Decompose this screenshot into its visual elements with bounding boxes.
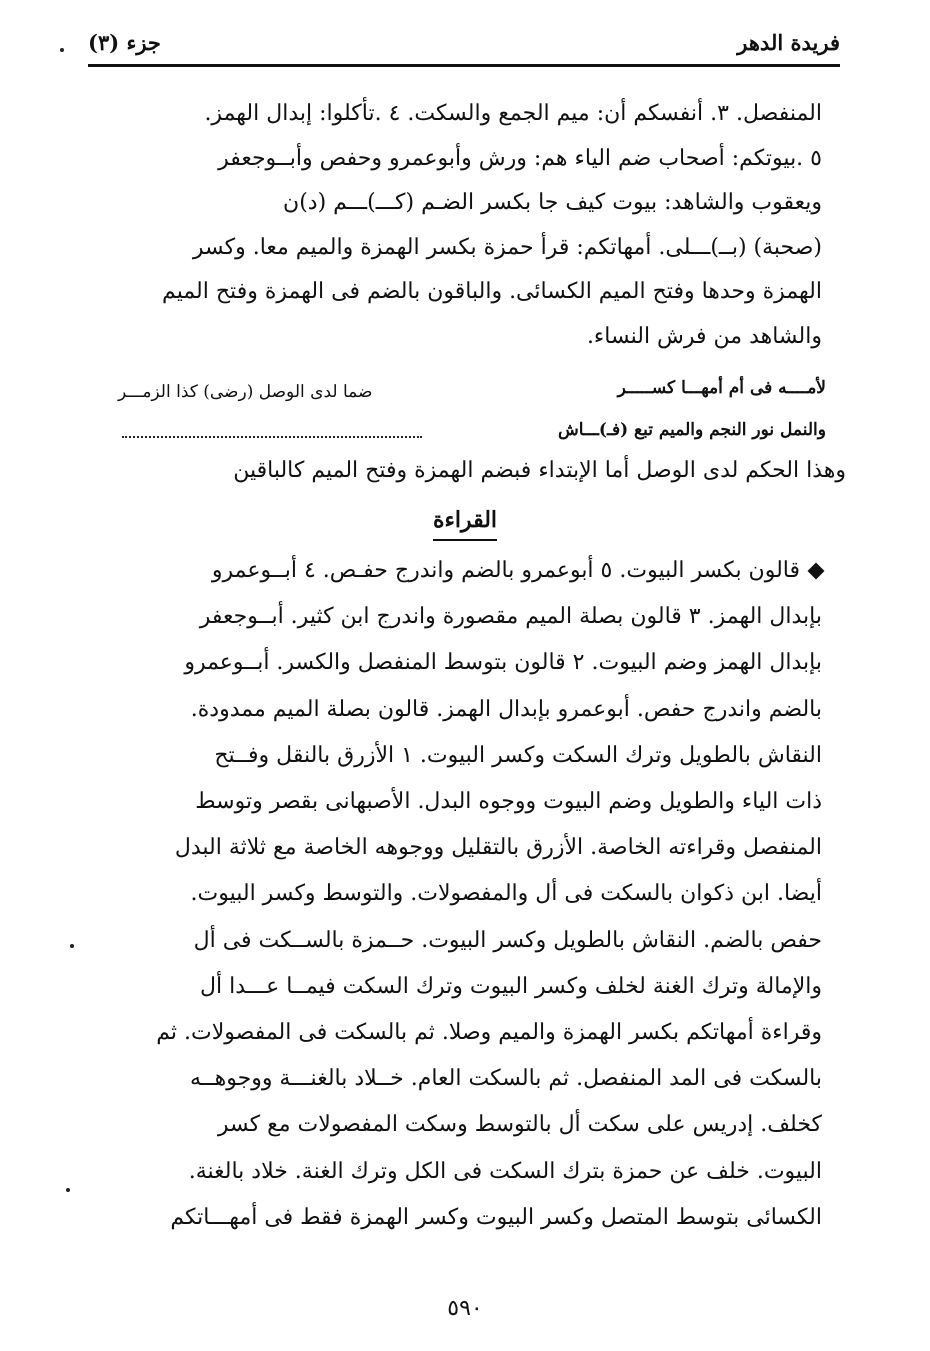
text-line: ويعقوب والشاهد: بيوت كيف جا بكسر الضـم (كـــ)ـــم (د)ن xyxy=(283,190,822,215)
book-title: فريدة الدهر xyxy=(737,30,840,55)
part-number: جزء (٣) xyxy=(88,30,161,55)
text-line: وقراءة أمهاتكم بكسر الهمزة والميم وصلا. ثم بالسكت فى المفصولات. ثم xyxy=(156,1020,822,1046)
text-line: المنفصل وقراءته الخاصة. الأزرق بالتقليل ووجوهه الخاصة مع ثلاثة البدل xyxy=(174,835,822,861)
text-line: ذات الياء والطويل وضم البيوت ووجوه البدل. الأصبهانى بقصر وتوسط xyxy=(195,789,822,815)
text-line: النقاش بالطويل وترك السكت وكسر البيوت. ١ الأزرق بالنقل وفــتح xyxy=(214,742,822,768)
reading-paragraph xyxy=(110,548,822,1241)
text-line: البيوت. خلف عن حمزة بترك السكت فى الكل وترك الغنة. خلاد بالغنة. xyxy=(188,1158,822,1184)
text-line: المنفصل. ٣. أنفسكم أن: ميم الجمع والسكت. ٤ .تأكلوا: إبدال الهمز. xyxy=(204,101,822,126)
text-line: الهمزة وحدها وفتح الميم الكسائى. والباقون بالضم فى الهمزة وفتح الميم xyxy=(162,279,822,304)
text-line: أيضا. ابن ذكوان بالسكت فى أل والمفصولات. والتوسط وكسر البيوت. xyxy=(190,881,822,907)
text-line: ٥ .بيوتكم: أصحاب ضم الياء هم: ورش وأبوعمرو وحفص وأبــوجعفر xyxy=(218,145,822,171)
scan-speck xyxy=(60,48,64,52)
section-title xyxy=(0,507,930,533)
text-line: حفص بالضم. النقاش بالطويل وكسر البيوت. حــمزة بالســكت فى أل xyxy=(193,927,822,953)
notes-paragraph xyxy=(112,92,822,359)
text-line: كخلف. إدريس على سكت أل بالتوسط وسكت المفصولات مع كسر xyxy=(217,1112,822,1138)
scan-speck xyxy=(70,944,74,948)
text-line xyxy=(110,548,822,594)
text-line: (صحبة) (بــ)ـــلى. أمهاتكم: قرأ حمزة بكسر الهمزة والميم معا. وكسر xyxy=(192,234,822,260)
text-line: والإمالة وترك الغنة لخلف وكسر البيوت وترك السكت فيمــا عـــدا أل xyxy=(200,973,822,999)
text-line: بالسكت فى المد المنفصل. ثم بالسكت العام. خــلاد بالغنـــة ووجوهــه xyxy=(189,1066,822,1092)
page-number: ٥٩٠ xyxy=(447,1296,483,1321)
dotted-hemistich xyxy=(122,436,422,438)
page-header xyxy=(88,28,840,68)
text-line: بالضم واندرج حفص. أبوعمرو بإبدال الهمز. قالون بصلة الميم ممدودة. xyxy=(190,696,822,722)
text-line: بإبدال الهمز. ٣ قالون بصلة الميم مقصورة واندرج ابن كثير. أبــوجعفر xyxy=(199,604,822,630)
scan-speck xyxy=(66,1188,70,1192)
verse-hemistich-left: ضما لدى الوصل (رضى) كذا الزمـــر xyxy=(118,382,373,402)
text-line: الكسائى بتوسط المتصل وكسر البيوت وكسر الهمزة فقط فى أمهـــاتكم xyxy=(170,1204,822,1230)
section-title-text: القراءة xyxy=(433,507,497,541)
text-line-content: قالون بكسر البيوت. ٥ أبوعمرو بالضم واندرج حفـص. ٤ أبــوعمرو xyxy=(211,558,800,583)
verse-hemistich-right: لأمــــه فى أم أمهـــا كســـــر xyxy=(617,378,826,398)
diamond-bullet-icon xyxy=(808,563,825,580)
verse-hemistich-right: والنمل نور النجم والميم تبع (فـ)ـــاش xyxy=(558,420,826,440)
text-line: بإبدال الهمز وضم البيوت. ٢ قالون بتوسط المنفصل والكسر. أبــوعمرو xyxy=(184,650,822,676)
header-rule xyxy=(88,64,840,67)
text-line: والشاهد من فرش النساء. xyxy=(586,323,822,349)
rule-line: وهذا الحكم لدى الوصل أما الإبتداء فبضم الهمزة وفتح الميم كالباقين xyxy=(233,458,846,483)
